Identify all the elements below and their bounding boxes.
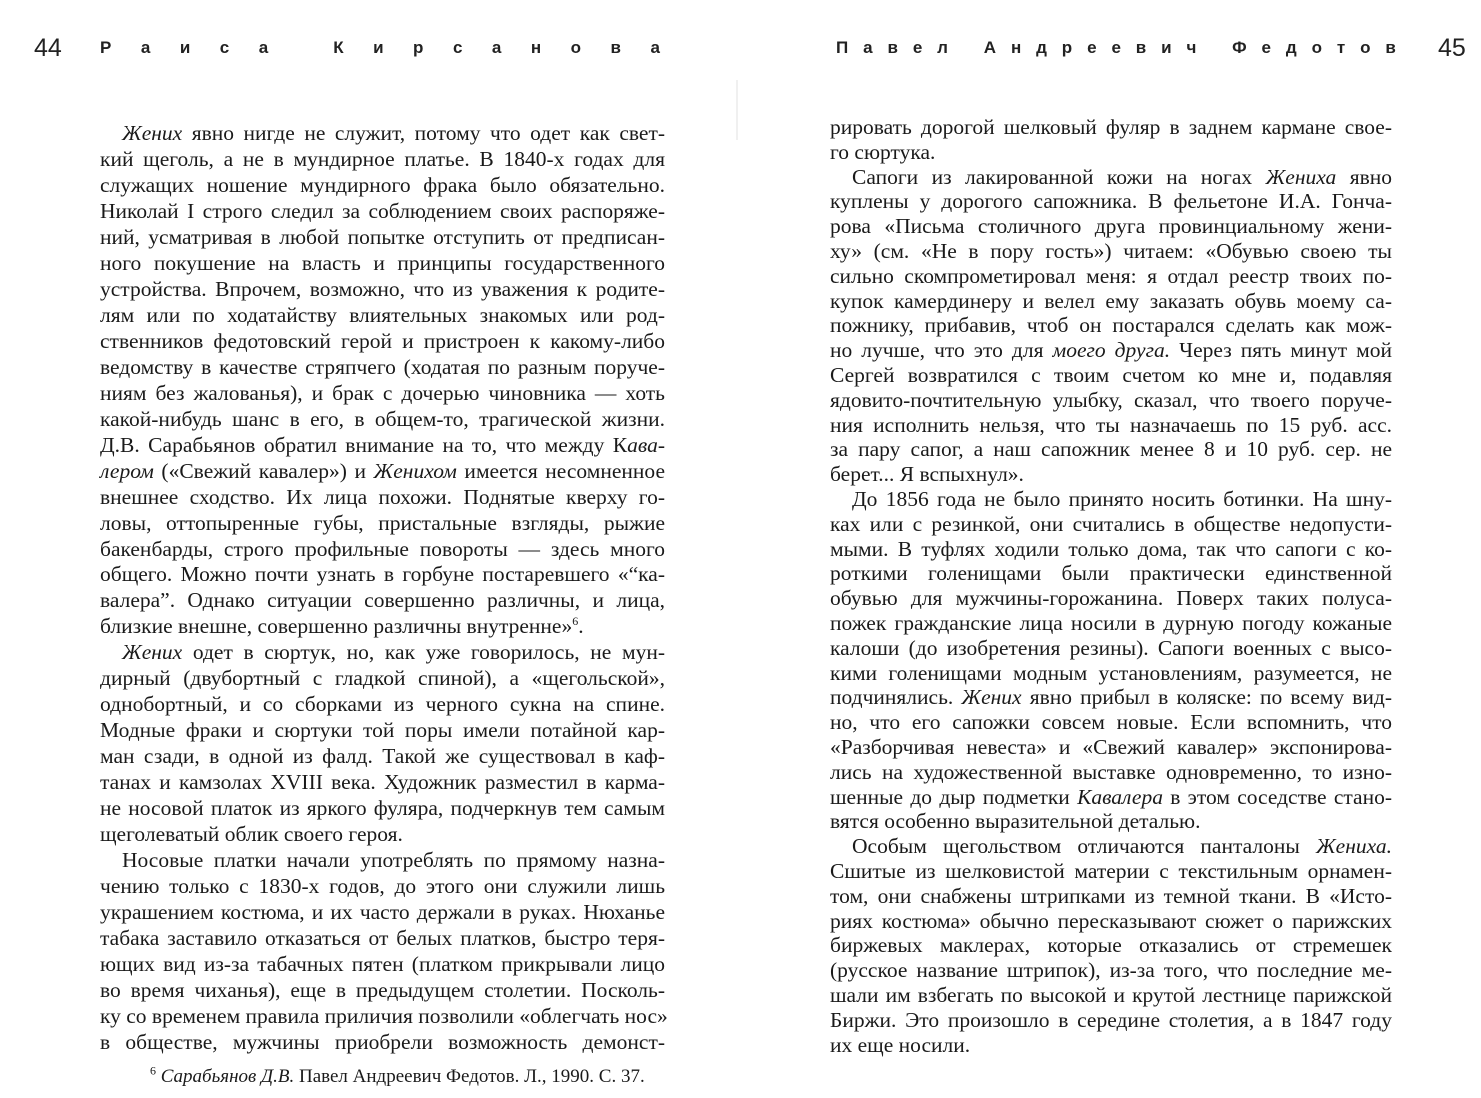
text-line xyxy=(830,387,1392,413)
text-run: за пару сапог, а наш сапожник менее 8 и 10 руб. сер. не xyxy=(830,437,1392,462)
text-line xyxy=(100,536,665,562)
text-line xyxy=(830,808,1392,834)
running-head-letter: и xyxy=(179,38,191,57)
text-line xyxy=(830,660,1392,686)
text-line xyxy=(100,821,665,847)
text-run: купок камердинеру и велел ему заказать обувь моему са- xyxy=(830,288,1392,313)
text-run: но лучше, что это для xyxy=(830,338,1053,363)
text-run: Д.В. Сарабьянов обратил внимание на то, что между К xyxy=(100,432,628,457)
text-line xyxy=(830,908,1392,934)
text-run: («Свежий кавалер») и xyxy=(153,458,374,483)
text-run: ядовито-почтительную улыбку, сказал, что твоего поруче- xyxy=(830,387,1392,412)
text-run: бакенбарды, строго профильные повороты — здесь много xyxy=(100,536,665,561)
left-page-number: 44 xyxy=(34,34,62,62)
text-run: го сюртука. xyxy=(830,139,936,164)
text-line xyxy=(830,412,1392,438)
text-run: ниям без жалованья), и брак с дочерью чиновника — хоть xyxy=(100,380,665,405)
text-run: украшением костюма, и их часто держали в руках. Нюханье xyxy=(100,900,665,925)
running-head-letter: а xyxy=(258,38,269,57)
text-run: устройства. Впрочем, возможно, что из уважения к родите- xyxy=(100,276,665,301)
text-run: Носовые платки начали употреблять по прямому назна- xyxy=(122,848,665,873)
italic-run: моего друга. xyxy=(1052,338,1171,363)
text-run: ку со временем правила приличия позволили «облегчать нос» xyxy=(100,1003,668,1028)
running-head-letter: Р xyxy=(100,38,112,57)
text-line xyxy=(830,139,1392,165)
text-run: явно нигде не служит, потому что одет как свет- xyxy=(182,121,665,145)
text-run: ственников федотовский герой и пристроен к какому-либо xyxy=(100,328,665,353)
text-run: ний, усматривая в любой попытке отступить от предписан- xyxy=(100,224,665,249)
running-head-letter: А xyxy=(983,38,997,57)
text-run: явно прибыл в коляске: по всему вид- xyxy=(1021,685,1392,710)
text-run: общего. Можно почти узнать в горбуне постаревшего «“ка- xyxy=(100,562,665,587)
text-line xyxy=(830,263,1392,289)
text-line xyxy=(830,164,1392,190)
italic-run: Жених xyxy=(122,121,183,145)
running-head-letter xyxy=(963,38,969,62)
running-head-letter: в xyxy=(610,38,621,57)
text-line xyxy=(100,406,665,432)
text-run: рировать дорогой шелковый фуляр в заднем кармане свое- xyxy=(830,115,1392,139)
text-line xyxy=(100,899,665,925)
text-run: Биржи. Это произошло в середине столетия, а в 1847 году xyxy=(830,1007,1392,1032)
running-head-letter: в xyxy=(1135,38,1147,57)
text-line xyxy=(830,759,1392,785)
running-head-letter: е xyxy=(1111,38,1121,57)
running-head-letter: о xyxy=(1311,38,1322,57)
text-run: Модные фраки и сюртуки той поры имели потайной кар- xyxy=(100,718,665,743)
text-line xyxy=(830,784,1392,810)
text-line xyxy=(100,146,665,172)
text-line xyxy=(100,639,665,665)
text-line xyxy=(100,1029,665,1055)
right-running-head xyxy=(836,38,1396,62)
text-run: Сергей возвратился с твоим счетом ко мне и, подавляя xyxy=(830,363,1392,387)
text-line xyxy=(100,328,665,354)
text-line xyxy=(830,1032,1392,1058)
text-line xyxy=(830,560,1392,586)
text-line xyxy=(830,709,1392,735)
text-run: ловы, оттопыренные губы, пристальные взгляды, рыжие xyxy=(100,510,665,535)
text-line xyxy=(830,536,1392,562)
text-line xyxy=(830,932,1392,958)
text-run: пожек гражданские лица носили в дурную погоду кожаные xyxy=(830,611,1392,635)
text-line xyxy=(100,250,665,276)
text-run: мыми. В туфлях ходили только дома, так что сапоги с ко- xyxy=(830,536,1392,561)
text-run: лям или по ходатайству влиятельных знакомых или род- xyxy=(100,302,665,327)
text-line xyxy=(830,858,1392,884)
text-line xyxy=(830,461,1392,487)
text-line xyxy=(830,833,1392,859)
text-run: ках или с резинкой, они считались в обществе недопусти- xyxy=(830,511,1392,536)
text-run: ного покушение на власть и принципы государственного xyxy=(100,250,665,275)
text-run: лись на художественной выставке одновременно, то изно- xyxy=(830,759,1392,784)
text-line xyxy=(100,458,665,484)
text-line xyxy=(830,957,1392,983)
text-line xyxy=(100,120,665,146)
running-head-letter: а xyxy=(491,38,502,57)
running-head-letter: и xyxy=(373,38,384,57)
text-line xyxy=(830,982,1392,1008)
text-line xyxy=(100,977,665,1003)
text-line xyxy=(100,432,665,458)
running-head-letter: о xyxy=(570,38,582,57)
running-head-letter: р xyxy=(413,38,424,57)
running-head-letter: с xyxy=(452,38,463,57)
text-line xyxy=(100,873,665,899)
text-run: вятся особенно выразительной деталью. xyxy=(830,809,1201,834)
italic-run: лером xyxy=(100,458,154,483)
text-run: роткими голенищами были практически единственной xyxy=(830,561,1392,586)
text-run: Сшитые из шелковистой материи с текстильным орнамен- xyxy=(830,859,1392,883)
text-line xyxy=(100,1003,668,1029)
text-line xyxy=(100,951,665,977)
running-head-letter: л xyxy=(937,38,948,57)
text-line xyxy=(830,684,1392,710)
text-run: во время чиханья), еще в предыдущем столетии. Посколь- xyxy=(100,978,665,1002)
text-line xyxy=(830,486,1392,512)
text-line xyxy=(100,691,665,717)
text-line xyxy=(100,380,665,406)
italic-run: Жениха. xyxy=(1315,834,1392,859)
text-line xyxy=(830,114,1392,140)
text-line xyxy=(100,354,665,380)
text-run: их еще носили. xyxy=(830,1032,971,1057)
running-head-letter: К xyxy=(333,38,344,57)
text-run: «Разборчивая невеста» и «Свежий кавалер» экспонирова- xyxy=(830,735,1392,759)
running-head-letter: П xyxy=(836,38,849,57)
running-head-letter: р xyxy=(1061,38,1073,57)
text-line xyxy=(100,510,665,536)
text-line xyxy=(830,436,1392,462)
text-line xyxy=(830,883,1392,909)
gutter-shadow xyxy=(736,80,738,140)
running-head-letter: ч xyxy=(1186,38,1197,57)
running-head-letter xyxy=(1211,38,1217,62)
text-run: ющих вид из-за табачных пятен (платком прикрывали лицо xyxy=(100,952,665,977)
text-line xyxy=(830,1007,1392,1033)
text-line xyxy=(830,337,1392,363)
text-line xyxy=(100,925,665,951)
text-run: в обществе, мужчины приобрели возможность демонст- xyxy=(100,1029,665,1054)
text-line xyxy=(100,276,665,302)
text-run: чению только с 1830-х годов, до этого они служили лишь xyxy=(100,874,665,899)
text-run: одет в сюртук, но, как уже говорилось, не мун- xyxy=(182,640,665,665)
text-run: ведомству в качестве стряпчего (ходатая по разным поруче- xyxy=(100,354,665,379)
text-line xyxy=(830,213,1392,239)
text-run: кими голенищами модным установлениям, разумеется, не xyxy=(830,660,1392,685)
running-head-letter: в xyxy=(1385,38,1396,57)
footnote-marker: 6 xyxy=(572,614,579,629)
text-line xyxy=(100,172,665,198)
running-head-letter xyxy=(298,38,304,62)
text-line xyxy=(830,585,1392,611)
text-line xyxy=(100,717,665,743)
text-line xyxy=(100,769,665,795)
running-head-letter: н xyxy=(1010,38,1022,57)
running-head-letter: с xyxy=(219,38,230,57)
running-head-letter: а xyxy=(650,38,660,57)
italic-run: Жених xyxy=(961,685,1022,710)
text-run: (русское название штрипок), из-за того, что последние ме- xyxy=(830,958,1392,983)
running-head-letter: и xyxy=(1161,38,1172,57)
text-run: До 1856 года не было принято носить ботинки. На шну- xyxy=(852,487,1392,511)
text-line xyxy=(100,743,665,769)
italic-run: Сарабьянов Д.В. xyxy=(160,1066,295,1087)
italic-run: Кавалера xyxy=(1077,784,1163,809)
text-line xyxy=(100,587,665,613)
text-line xyxy=(100,847,665,873)
text-run: Особым щегольством отличаются панталоны xyxy=(852,834,1316,859)
text-line xyxy=(100,302,665,328)
running-head-letter: д xyxy=(1036,38,1047,57)
text-run: валера”. Однако ситуации совершенно различны, и лица, xyxy=(100,588,665,613)
text-run: табака заставило отказаться от белых платков, быстро теря- xyxy=(100,926,665,951)
text-run: шенные до дыр подметки xyxy=(830,784,1078,809)
italic-run: Женихом xyxy=(373,458,457,483)
footnote-marker: 6 xyxy=(150,1063,156,1078)
text-run: не носовой платок из яркого фуляра, подчеркнув тем самым xyxy=(100,796,665,821)
text-line xyxy=(100,224,665,250)
running-head-letter: Ф xyxy=(1232,38,1247,57)
text-run: берет... Я вспыхнул». xyxy=(830,462,1024,487)
text-line xyxy=(830,511,1392,537)
italic-run: Жениха xyxy=(1265,164,1337,189)
text-run: куплены у дорогого сапожника. В фельетоне И.А. Гонча- xyxy=(830,189,1392,214)
text-run: Николай I строго следил за соблюдением своих распоряже- xyxy=(100,198,665,223)
running-head-letter: н xyxy=(530,38,542,57)
text-run: кий щеголь, а не в мундирное платье. В 1840-х годах для xyxy=(100,146,665,171)
text-run: в этом соседстве стано- xyxy=(1162,784,1392,809)
text-line xyxy=(100,665,665,691)
text-run: близкие внешне, совершенно различны внутренне» xyxy=(100,614,573,639)
running-head-letter: е xyxy=(1261,38,1272,57)
left-running-head xyxy=(100,38,660,62)
text-run: служащих ношение мундирного фрака было обязательно. xyxy=(100,172,665,197)
text-run: рова «Письма столичного друга провинциальному жени- xyxy=(830,214,1392,239)
text-run: обувью для мужчины-горожанина. Поверх таких полуса- xyxy=(830,586,1392,611)
text-run: внешнее сходство. Их лица похожи. Поднятые кверху го- xyxy=(100,484,665,509)
text-run: Сапоги из лакированной кожи на ногах xyxy=(852,164,1266,189)
text-line xyxy=(100,484,665,510)
text-run: пожнику, прибавив, чтоб он постарался сделать как мож- xyxy=(830,313,1392,338)
text-line xyxy=(830,610,1392,636)
text-line xyxy=(100,198,665,224)
text-run: какой-нибудь шанс в его, в общем-то, трагической жизни. xyxy=(100,406,665,431)
text-line xyxy=(100,613,665,639)
text-run: ман сзади, в одной из фалд. Такой же существовал в каф- xyxy=(100,744,665,769)
running-head-letter: е xyxy=(1087,38,1097,57)
running-head-letter: а xyxy=(863,38,873,57)
text-line xyxy=(830,734,1392,760)
text-line xyxy=(100,795,665,821)
text-line xyxy=(100,561,665,587)
running-head-letter: о xyxy=(1360,38,1371,57)
text-run: том, они снабжены штрипками из темной ткани. В «Исто- xyxy=(830,883,1392,908)
text-run: биржевых маклерах, которые отказались от стремешек xyxy=(830,933,1392,958)
text-run: однобортный, и со сборками из черного сукна на спине. xyxy=(100,692,665,717)
text-run: танах и камзолах XVIII века. Художник разместил в карма- xyxy=(100,770,665,795)
running-head-letter: е xyxy=(912,38,923,57)
text-run: имеется несомненное xyxy=(456,458,665,483)
right-page-number: 45 xyxy=(1438,34,1466,62)
text-run: подчинялись. xyxy=(830,685,962,710)
text-run: явно xyxy=(1336,164,1392,189)
text-run: шали им взбегать по высокой и крутой лестнице парижской xyxy=(830,983,1392,1007)
text-run: сильно скомпрометировал меня: я отдал реестр твоих по- xyxy=(830,263,1392,288)
running-head-letter: д xyxy=(1285,38,1297,57)
italic-run: Жених xyxy=(122,640,183,665)
text-run: риях костюма» обычно пересказывают сюжет о парижских xyxy=(830,908,1392,933)
text-line xyxy=(830,362,1392,388)
text-line xyxy=(830,312,1392,338)
text-run: калоши (до изобретения резины). Сапоги военных с высо- xyxy=(830,635,1392,660)
text-run: Через пять минут мой xyxy=(1170,338,1392,363)
footnote xyxy=(150,1063,645,1088)
text-run: но, что его сапожки совсем новые. Если вспомнить, что xyxy=(830,710,1392,735)
text-run: дирный (двубортный с гладкой спиной), а «щегольской», xyxy=(100,666,665,691)
text-line xyxy=(830,238,1392,264)
text-run: щеголеватый облик своего героя. xyxy=(100,822,403,847)
text-line xyxy=(830,188,1392,214)
running-head-letter: т xyxy=(1336,38,1346,57)
running-head-letter: в xyxy=(887,38,898,57)
italic-run: ава- xyxy=(627,432,665,457)
text-run: . xyxy=(578,614,584,639)
running-head-letter: а xyxy=(140,38,151,57)
text-line xyxy=(830,288,1392,314)
text-line xyxy=(830,635,1392,661)
text-run: ния исполнить нельзя, что ты назначаешь по 15 руб. асс. xyxy=(830,412,1392,437)
text-run: Павел Андреевич Федотов. Л., 1990. С. 37. xyxy=(294,1066,645,1087)
text-run: ху» (см. «Не в пору гость») читаем: «Обувью своею ты xyxy=(830,239,1392,263)
